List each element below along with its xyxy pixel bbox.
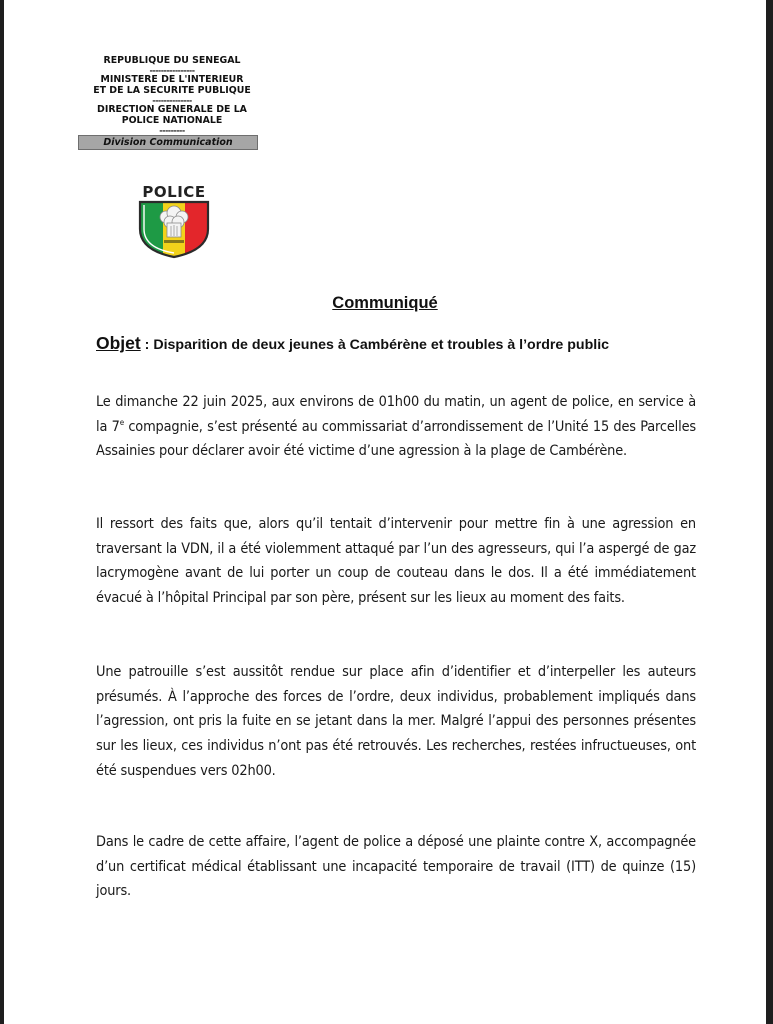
page-title: Communiqué <box>332 294 438 312</box>
direction-name-line1: DIRECTION GENERALE DE LA <box>97 103 247 115</box>
letterhead <box>78 55 266 150</box>
separator: --------- <box>159 125 185 135</box>
ministry-name-line1: MINISTERE DE L'INTERIEUR <box>100 73 244 85</box>
ordinal-superscript: e <box>119 417 124 427</box>
subject-line <box>96 334 656 355</box>
police-logo <box>134 183 214 259</box>
document-page <box>4 0 766 1024</box>
paragraph-1-part-a: Le dimanche 22 juin 2025, aux environs de 01h00 du matin, un agent de police, en service à la 7 <box>96 394 696 435</box>
republic-name: REPUBLIQUE DU SENEGAL <box>103 55 241 66</box>
paragraph-3: Une patrouille s’est aussitôt rendue sur place afin d’identifier et d’interpeller les auteurs présumés. À l’approche des forces de l’ordre, deux individus, probablement impliqués dans l’agression, ont pris la fuite en se jetant dans la mer. Malgré l’appui des personnes présentes sur les lieux, ces individus n’ont pas été retrouvés. Les recherches, restées infructueuses, ont été suspendues vers 02h00. <box>96 664 696 779</box>
police-shield-icon <box>136 199 212 259</box>
paragraph-2: Il ressort des faits que, alors qu’il tentait d’intervenir pour mettre fin à une agression en traversant la VDN, il a été violemment attaqué par l’un des agresseurs, qui l’a aspergé de gaz lacrymogène avant de lui porter un coup de couteau dans le dos. Il a été immédiatement évacué à l’hôpital Principal par son père, présent sur les lieux au moment des faits. <box>96 516 696 607</box>
ministry-name-line2: ET DE LA SECURITE PUBLIQUE <box>93 85 251 96</box>
subject-label: Objet <box>96 333 141 353</box>
subject-colon: : <box>140 337 150 353</box>
paragraph-4: Dans le cadre de cette affaire, l’agent de police a déposé une plainte contre X, accompagnée d’un certificat médical établissant une incapacité temporaire de travail (ITT) de quinze (15) jours. <box>96 834 696 900</box>
division-banner: Division Communication <box>78 135 258 150</box>
paragraph-1-part-b: compagnie, s’est présenté au commissariat d’arrondissement de l’Unité 15 des Parcelles Assainies pour déclarer avoir été victime d’une agression à la plage de Cambérène. <box>96 418 696 460</box>
logo-text: POLICE <box>142 183 206 201</box>
direction-name-line2: POLICE NATIONALE <box>121 115 223 126</box>
separator: -------------- <box>152 95 192 105</box>
separator: ---------------- <box>149 65 195 75</box>
subject-text: Disparition de deux jeunes à Cambérène et troubles à l’ordre public <box>149 337 610 353</box>
paragraph-1 <box>96 390 696 464</box>
